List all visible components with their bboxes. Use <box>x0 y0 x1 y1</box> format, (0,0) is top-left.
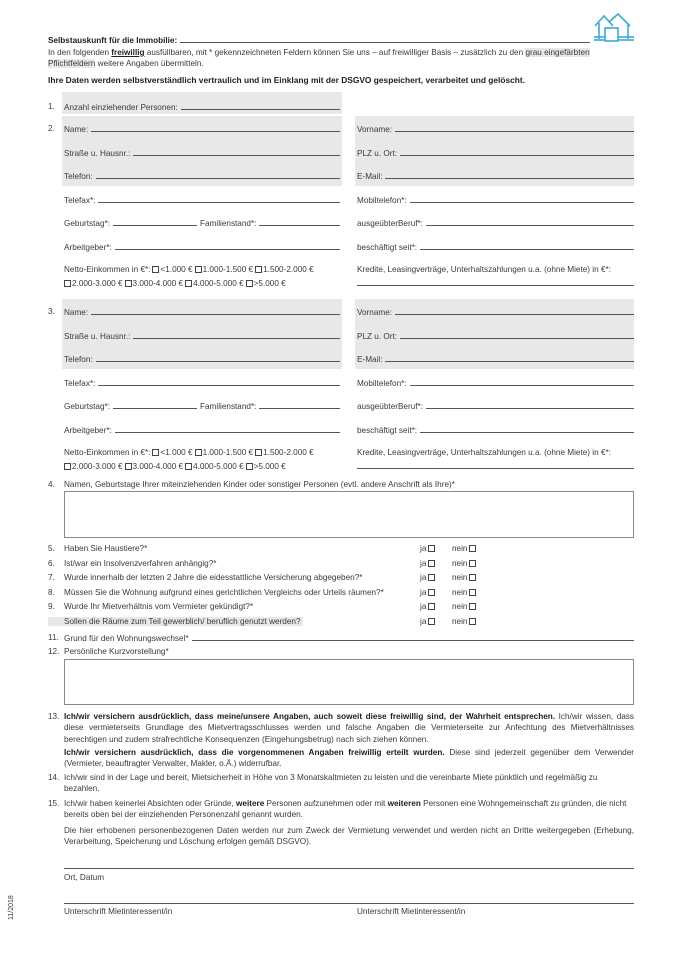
yes-option[interactable]: ja <box>420 573 436 582</box>
income-row-2 <box>62 279 286 288</box>
income-checkbox[interactable] <box>185 280 192 287</box>
question-number: 7. <box>48 573 55 583</box>
yes-checkbox[interactable] <box>428 574 435 581</box>
fax-input[interactable] <box>98 378 340 386</box>
phone-label: Telefon: <box>64 355 93 364</box>
no-option[interactable]: nein <box>452 602 477 611</box>
income-checkbox[interactable] <box>246 280 253 287</box>
employer-row <box>64 240 340 252</box>
no-checkbox[interactable] <box>469 560 476 567</box>
yes-option[interactable]: ja <box>420 602 436 611</box>
phone-input[interactable] <box>96 354 340 362</box>
self-intro-textarea[interactable] <box>64 659 634 705</box>
signature-2-label: Unterschrift Mietinteressent/in <box>357 907 466 916</box>
email-input[interactable] <box>385 354 634 362</box>
employer-row <box>64 423 340 435</box>
birthday-input[interactable] <box>113 218 197 226</box>
street-input[interactable] <box>133 148 340 156</box>
marital-row <box>200 399 340 411</box>
job-label: ausgeübterBeruf*: <box>357 402 423 411</box>
marital-label: Familienstand*: <box>200 219 257 228</box>
question-row <box>48 573 638 585</box>
property-input[interactable] <box>180 35 590 43</box>
zip-city-label: PLZ u. Ort: <box>357 148 398 158</box>
no-checkbox[interactable] <box>469 589 476 596</box>
signature-line[interactable] <box>64 903 634 904</box>
income-option-label: 1.000-1.500 € <box>202 265 254 274</box>
property-row <box>48 33 590 45</box>
income-option-label: 1.500-2.000 € <box>263 265 314 274</box>
income-row <box>64 448 314 457</box>
employed-since-row <box>357 240 634 252</box>
income-label: Netto-Einkommen in €*: <box>64 448 151 457</box>
phone-row <box>64 352 340 364</box>
question-text: Haben Sie Haustiere?* <box>64 544 148 553</box>
employed-since-input[interactable] <box>420 425 634 433</box>
house-icon <box>592 12 636 48</box>
name-label: Name: <box>64 125 89 134</box>
section-number: 14. <box>48 773 60 782</box>
employer-label: Arbeitgeber*: <box>64 425 112 435</box>
version-label: 11/2018 <box>8 895 15 920</box>
credits-input[interactable] <box>357 468 634 469</box>
employed-since-label: beschäftigt seit*: <box>357 425 418 435</box>
job-row <box>357 399 634 411</box>
deposit-declaration: Ich/wir sind in der Lage und bereit, Mietsicherheit in Höhe von 3 Monatskaltmieten zu leisten und die vereinbarte Miete pünktlich und regelmäßig zu bezahlen. <box>64 773 598 794</box>
fax-row <box>64 376 340 388</box>
credits-label: Kredite, Leasingverträge, Unterhaltszahlungen u.a. (ohne Miete) in €*: <box>357 448 611 457</box>
yes-checkbox[interactable] <box>428 618 435 625</box>
yes-checkbox[interactable] <box>428 545 435 552</box>
question-row <box>48 544 638 556</box>
no-option[interactable]: nein <box>452 559 477 568</box>
question-text: Wurde innerhalb der letzten 2 Jahre die eidesstattliche Versicherung abgegeben?* <box>64 573 363 583</box>
mobile-label: Mobiltelefon*: <box>357 195 407 205</box>
income-checkbox[interactable] <box>255 266 262 273</box>
no-checkbox[interactable] <box>469 618 476 625</box>
income-option-label: 2.000-3.000 € <box>72 462 123 471</box>
birthday-row <box>64 216 197 228</box>
no-checkbox[interactable] <box>469 545 476 552</box>
credits-input[interactable] <box>357 285 634 286</box>
income-row <box>64 265 314 274</box>
marital-row <box>200 216 340 228</box>
firstname-input[interactable] <box>395 307 634 315</box>
question-text: Wurde Ihr Mietverhältnis vom Vermieter gekündigt?* <box>64 602 254 612</box>
question-row <box>48 602 638 614</box>
yes-option[interactable]: ja <box>420 588 436 597</box>
question-row <box>48 588 638 600</box>
birthday-label: Geburtstag*: <box>64 402 110 411</box>
no-checkbox[interactable] <box>469 574 476 581</box>
income-checkbox[interactable] <box>64 280 71 287</box>
place-date-label: Ort, Datum <box>64 873 105 882</box>
mobile-label: Mobiltelefon*: <box>357 378 407 388</box>
no-option[interactable]: nein <box>452 588 477 597</box>
question-text: Sollen die Räume zum Teil gewerblich/ beruflich genutzt werden? <box>48 617 303 626</box>
fax-label: Telefax*: <box>64 378 96 388</box>
zip-city-input[interactable] <box>400 331 634 339</box>
job-input[interactable] <box>426 218 634 226</box>
no-checkbox[interactable] <box>469 603 476 610</box>
phone-row <box>64 169 340 181</box>
income-option-label: 1.500-2.000 € <box>263 448 314 457</box>
email-label: E-Mail: <box>357 172 383 181</box>
birthday-input[interactable] <box>113 401 197 409</box>
mobile-input[interactable] <box>410 378 634 386</box>
income-option-label: 4.000-5.000 € <box>193 279 244 288</box>
phone-input[interactable] <box>96 171 340 179</box>
income-option-label: <1.000 € <box>160 265 193 274</box>
employer-label: Arbeitgeber*: <box>64 242 112 252</box>
reason-label: Grund für den Wohnungswechsel* <box>64 634 189 643</box>
declaration-voluntary: Ich/wir versichern ausdrücklich, dass die vorgenommenen Angaben freiwillig erteilt wurden. Diese sind jederzeit gegenüber dem Verwender (Vermieter, beauftragter Verwalter, Makler, o.Ä.) widerrufbar. <box>64 748 634 769</box>
no-option[interactable]: nein <box>452 544 477 553</box>
name-input[interactable] <box>91 307 340 315</box>
job-row <box>357 216 634 228</box>
question-text: Müssen Sie die Wohnung aufgrund eines gerichtlichen Vergleichs oder Urteils räumen?* <box>64 587 384 597</box>
children-textarea[interactable] <box>64 491 634 538</box>
firstname-input[interactable] <box>395 124 634 132</box>
street-row <box>64 329 340 341</box>
no-option[interactable]: nein <box>452 573 477 582</box>
fax-row <box>64 193 340 205</box>
street-label: Straße u. Hausnr.: <box>64 331 131 341</box>
income-checkbox[interactable] <box>246 463 253 470</box>
name-row <box>64 305 340 317</box>
marital-input[interactable] <box>259 401 340 409</box>
data-usage-notice: Die hier erhobenen personenbezogenen Daten werden nur zum Zweck der Vermietung verwendet und werden nicht an Dritte weitergegeben (Erhebung, Verarbeitung, Speicherung und Löschung erfolgen gemäß DSGVO). <box>64 826 634 847</box>
income-checkbox[interactable] <box>152 449 159 456</box>
question-number: 6. <box>48 558 55 568</box>
yes-checkbox[interactable] <box>428 603 435 610</box>
intro-text: In den folgenden freiwillig ausfüllbaren, mit * gekennzeichneten Feldern können Sie uns – auf freiwilliger Basis – zusätzlich zu den grau eingefärbten Pflichtfeldern weitere Angaben übermitteln. <box>48 48 590 69</box>
yes-checkbox[interactable] <box>428 589 435 596</box>
mobile-row <box>357 376 634 388</box>
question-row <box>48 559 638 571</box>
persons-count-input[interactable] <box>181 102 340 110</box>
section-number: 1. <box>48 102 55 111</box>
name-label: Name: <box>64 308 89 317</box>
privacy-notice: Ihre Daten werden selbstverständlich vertraulich und im Einklang mit der DSGVO gespeichert, verarbeitet und gelöscht. <box>48 75 526 85</box>
firstname-label: Vorname: <box>357 125 393 134</box>
section-number: 3. <box>48 307 55 316</box>
section-number: 11. <box>48 633 59 642</box>
email-label: E-Mail: <box>357 355 383 364</box>
job-input[interactable] <box>426 401 634 409</box>
zip-city-input[interactable] <box>400 148 634 156</box>
income-option-label: >5.000 € <box>253 462 286 471</box>
question-number: 8. <box>48 587 55 597</box>
zip-city-label: PLZ u. Ort: <box>357 331 398 341</box>
declaration-truth: Ich/wir versichern ausdrücklich, dass meine/unsere Angaben, auch soweit diese freiwillig sind, der Wahrheit entsprechen. Ich/wir wissen, dass diese vermieterseits Grundlage des Mietvertragsschlusses werden und falsche Angaben die Vermieterseite zur Anfechtung des Mietverhältnisses berechtigen und zudem strafrechtliche Konsequenzen (Eingehungsbetrug) nach sich ziehen können. <box>64 712 634 744</box>
yes-checkbox[interactable] <box>428 560 435 567</box>
income-checkbox[interactable] <box>64 463 71 470</box>
income-option-label: 3.000-4.000 € <box>132 462 184 471</box>
persons-count-row <box>64 100 340 112</box>
income-option-label: 4.000-5.000 € <box>193 462 244 471</box>
income-option-label: <1.000 € <box>160 448 193 457</box>
section-number: 13. <box>48 712 60 721</box>
email-input[interactable] <box>385 171 634 179</box>
yes-option[interactable]: ja <box>420 559 436 568</box>
pflicht-highlight: Pflichtfeldern <box>48 59 96 69</box>
birthday-label: Geburtstag*: <box>64 219 110 228</box>
section-number: 12. <box>48 647 60 656</box>
income-checkbox[interactable] <box>125 280 132 287</box>
freiwillig-emphasis: freiwillig <box>111 48 145 57</box>
question-row <box>48 617 638 629</box>
reason-row <box>64 631 634 643</box>
income-checkbox[interactable] <box>125 463 132 470</box>
street-row <box>64 146 340 158</box>
income-option-label: >5.000 € <box>253 279 286 288</box>
name-row <box>64 122 340 134</box>
yes-option[interactable]: ja <box>420 544 436 553</box>
grau-highlight: grau eingefärbten <box>525 48 590 57</box>
job-label: ausgeübterBeruf*: <box>357 219 423 228</box>
phone-label: Telefon: <box>64 172 93 181</box>
income-option-label: 1.000-1.500 € <box>202 448 254 457</box>
name-input[interactable] <box>91 124 340 132</box>
question-text: Ist/war ein Insolvenzverfahren anhängig?* <box>64 558 217 568</box>
question-number: 5. <box>48 544 55 553</box>
income-option-label: 3.000-4.000 € <box>132 279 184 288</box>
marital-input[interactable] <box>259 218 340 226</box>
marital-label: Familienstand*: <box>200 402 257 411</box>
yes-option[interactable]: ja <box>420 617 436 626</box>
income-checkbox[interactable] <box>255 449 262 456</box>
place-date-line[interactable] <box>64 868 634 869</box>
question-number: 9. <box>48 602 55 612</box>
income-checkbox[interactable] <box>152 266 159 273</box>
children-label: Namen, Geburtstage Ihrer miteinziehenden Kinder oder sonstiger Personen (evtl. andere Anschrift als Ihre)* <box>64 480 455 489</box>
section-number: 2. <box>48 124 55 133</box>
employed-since-input[interactable] <box>420 242 634 250</box>
fax-input[interactable] <box>98 195 340 203</box>
credits-label: Kredite, Leasingverträge, Unterhaltszahlungen u.a. (ohne Miete) in €*: <box>357 265 611 274</box>
income-checkbox[interactable] <box>195 266 202 273</box>
firstname-label: Vorname: <box>357 308 393 317</box>
section-number: 15. <box>48 799 60 808</box>
birthday-row <box>64 399 197 411</box>
email-row <box>357 352 634 364</box>
income-option-label: 2.000-3.000 € <box>72 279 123 288</box>
house-logo <box>592 12 636 48</box>
reason-input[interactable] <box>192 633 634 641</box>
income-checkbox[interactable] <box>195 449 202 456</box>
fax-label: Telefax*: <box>64 195 96 205</box>
employed-since-row <box>357 423 634 435</box>
persons-declaration: Ich/wir haben keinerlei Absichten oder Gründe, weitere Personen aufzunehmen oder mit weiteren Personen eine Wohngemeinschaft zu gründen, die nicht bereits oben bei der einziehenden Personenzahl genannt wurden. <box>64 799 627 820</box>
zip-city-row <box>357 146 634 158</box>
employer-input[interactable] <box>115 242 340 250</box>
persons-count-label: Anzahl einziehender Personen: <box>64 103 178 112</box>
intro-label: Persönliche Kurzvorstellung* <box>64 647 169 656</box>
firstname-row <box>357 305 634 317</box>
email-row <box>357 169 634 181</box>
employer-input[interactable] <box>115 425 340 433</box>
employed-since-label: beschäftigt seit*: <box>357 242 418 252</box>
section-number: 4. <box>48 480 55 489</box>
no-option[interactable]: nein <box>452 617 477 626</box>
signature-1-label: Unterschrift Mietinteressent/in <box>64 907 173 916</box>
zip-city-row <box>357 329 634 341</box>
form-title: Selbstauskunft für die Immobilie: <box>48 36 178 45</box>
income-row-2 <box>62 462 286 471</box>
mobile-input[interactable] <box>410 195 634 203</box>
income-label: Netto-Einkommen in €*: <box>64 265 151 274</box>
street-label: Straße u. Hausnr.: <box>64 148 131 158</box>
street-input[interactable] <box>133 331 340 339</box>
income-checkbox[interactable] <box>185 463 192 470</box>
firstname-row <box>357 122 634 134</box>
mobile-row <box>357 193 634 205</box>
